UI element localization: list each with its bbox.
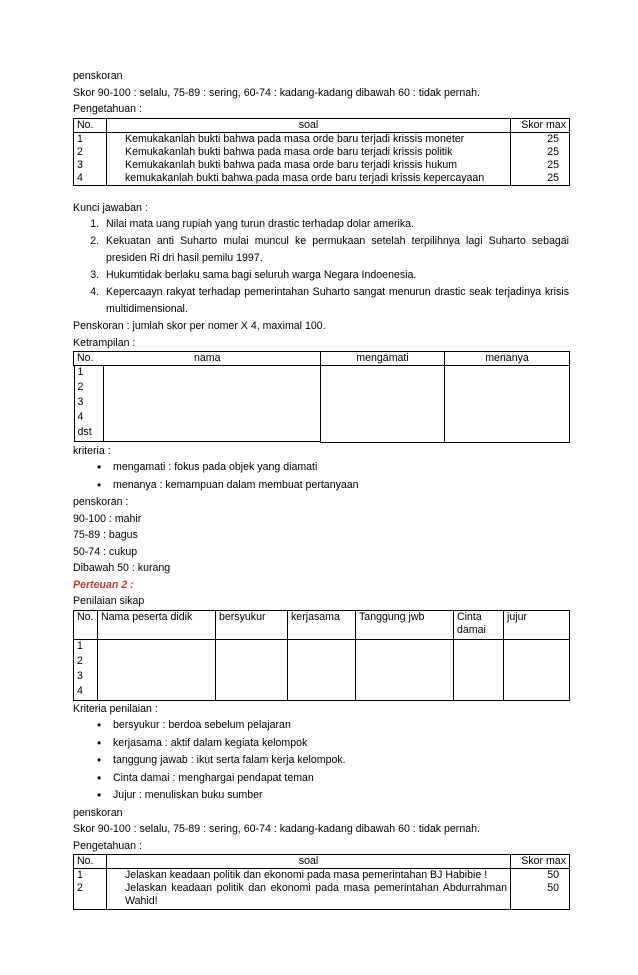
scale-line: Dibawah 50 : kurang xyxy=(73,562,171,574)
no-cell xyxy=(74,639,98,700)
score-value: 50 xyxy=(547,869,559,881)
bersyukur-cell xyxy=(216,639,288,700)
score-value: 25 xyxy=(547,171,559,184)
question-text: Jelaskan keadaan politik dan ekonomi pada masa pemerintahan BJ Habibie ! xyxy=(125,869,488,881)
menanya-cell xyxy=(445,366,570,443)
kriteria-penilaian-list xyxy=(73,717,569,805)
header-jujur: jujur xyxy=(504,610,570,639)
list-item: • Cinta damai : menghargai pendapat teman xyxy=(113,770,569,788)
header-no: No. xyxy=(77,352,94,364)
ketrampilan-label: Ketrampilan : xyxy=(73,336,136,349)
question-text: Kemukakanlah bukti bahwa pada masa orde baru terjadi krissis moneter xyxy=(125,132,465,145)
kerjasama-cell xyxy=(288,639,356,700)
header-tanggung-jwb: Tanggung jwb xyxy=(356,610,454,639)
header-soal: soal xyxy=(107,855,511,869)
list-item: 3. Hukumtidak berlaku sama bagi seluruh warga Negara Indoenesia. xyxy=(102,267,569,284)
list-item: • menanya : kemampuan dalam membuat pertanyaan xyxy=(113,477,569,495)
soal-cell xyxy=(107,132,511,185)
header-cinta-damai: Cinta damai xyxy=(454,610,504,639)
penilaian-sikap-label: Penilaian sikap xyxy=(73,595,145,607)
table-header-row xyxy=(74,118,570,132)
nama-column xyxy=(104,366,321,442)
skor-scale-line: Skor 90-100 : selalu, 75-89 : sering, 60-74 : kadang-kadang dibawah 60 : tidak pernah. xyxy=(73,86,480,99)
row-number: 3 xyxy=(77,158,83,171)
no-nama-cell xyxy=(74,366,321,442)
penskoran-label: penskoran xyxy=(73,806,123,819)
no-cell xyxy=(74,132,107,185)
skor-cell xyxy=(511,869,570,910)
row-number: dst xyxy=(77,426,92,438)
pertemuan-2-title: Perteuan 2 : xyxy=(73,578,134,591)
row-number: 4 xyxy=(77,171,83,184)
header-no: No. xyxy=(74,118,107,132)
table-header-row xyxy=(74,610,570,639)
skor-cell xyxy=(511,132,570,185)
penskoran-formula: Penskoran : jumlah skor per nomer X 4, maximal 100. xyxy=(73,320,326,332)
row-number: 1 xyxy=(77,132,83,145)
row-number: 2 xyxy=(77,381,84,393)
header-no: No. xyxy=(74,855,107,869)
row-number: 2 xyxy=(77,654,83,667)
header-nama: nama xyxy=(194,352,221,364)
score-value: 25 xyxy=(547,132,559,145)
row-number: 4 xyxy=(77,411,84,423)
cinta-damai-cell xyxy=(454,639,504,700)
table-row xyxy=(74,869,570,910)
pengetahuan-label: Pengetahuan : xyxy=(73,103,142,115)
score-value: 50 xyxy=(547,882,559,894)
row-number: 1 xyxy=(77,869,83,881)
header-skor-max: Skor max xyxy=(511,855,570,869)
score-value: 25 xyxy=(547,158,559,171)
pengetahuan-table xyxy=(73,118,570,186)
row-number: 4 xyxy=(77,684,83,697)
document-page xyxy=(73,68,569,910)
penskoran-label: penskoran : xyxy=(73,496,129,508)
row-number: 1 xyxy=(77,366,84,378)
table-row xyxy=(74,639,570,700)
list-item: 1. Nilai mata uang rupiah yang turun drastic terhadap dolar amerika. xyxy=(102,216,569,233)
question-text: Kemukakanlah bukti bahwa pada masa orde baru terjadi krissis politik xyxy=(125,145,453,158)
score-value: 25 xyxy=(547,145,559,158)
table-header-row xyxy=(74,352,570,366)
row-number: 2 xyxy=(77,145,83,158)
kriteria-penilaian-label: Kriteria penilaian : xyxy=(73,702,158,715)
kunci-jawaban-label: Kunci jawaban : xyxy=(73,201,148,214)
list-item: • mengamati : fokus pada objek yang diamati xyxy=(113,459,569,477)
row-number: 3 xyxy=(77,669,83,682)
table-row xyxy=(74,132,570,185)
no-cell xyxy=(74,869,107,910)
header-kerjasama: kerjasama xyxy=(288,610,356,639)
header-no: No. xyxy=(74,610,98,639)
row-number: 2 xyxy=(77,882,83,894)
pengetahuan-table-2 xyxy=(73,854,570,910)
sikap-table xyxy=(73,610,570,701)
header-soal: soal xyxy=(107,118,511,132)
table-row xyxy=(74,366,570,443)
list-item: 2. Kekuatan anti Suharto mulai muncul ke permukaan setelah terpilihnya lagi Suharto sebagai presiden Ri dri hasil pemilu 1997. xyxy=(102,233,569,267)
kriteria-list xyxy=(73,459,569,494)
question-text: Kemukakanlah bukti bahwa pada masa orde baru terjadi krissis hukum xyxy=(125,158,458,171)
list-item: • Jujur : menuliskan buku sumber xyxy=(113,787,569,805)
list-item: • tanggung jawab : ikut serta falam kerja kelompok. xyxy=(113,752,569,770)
header-no-nama xyxy=(74,352,321,366)
pengetahuan-label: Pengetahuan : xyxy=(73,839,142,852)
list-item: 4. Kepercaayn rakyat terhadap pemerintahan Suharto sangat menurun drastic seak terjadinya krisis multidimensional. xyxy=(102,284,569,318)
penskoran-label: penskoran xyxy=(73,70,123,82)
kriteria-label: kriteria : xyxy=(73,444,111,457)
soal-cell xyxy=(107,869,511,910)
header-skor-max: Skor max xyxy=(511,118,570,132)
row-number: 1 xyxy=(77,639,83,652)
question-text: kemukakanlah bukti bahwa pada masa orde baru terjadi krissis kepercayaan xyxy=(125,171,485,184)
question-text: Jelaskan keadaan politik dan ekonomi pada masa pemerintahan Abdurrahman Wahid! xyxy=(125,882,507,907)
list-item: • bersyukur : berdoa sebelum pelajaran xyxy=(113,717,569,735)
list-item: • kerjasama : aktif dalam kegiata kelompok xyxy=(113,735,569,753)
header-bersyukur: bersyukur xyxy=(216,610,288,639)
mengamati-cell xyxy=(321,366,445,443)
no-column xyxy=(74,366,104,442)
row-number: 3 xyxy=(77,396,84,408)
nama-cell xyxy=(98,639,216,700)
header-menanya: menanya xyxy=(445,352,570,366)
skor-scale-line: Skor 90-100 : selalu, 75-89 : sering, 60-74 : kadang-kadang dibawah 60 : tidak pernah. xyxy=(73,823,480,835)
scale-line: 50-74 : cukup xyxy=(73,545,138,558)
tanggung-jwb-cell xyxy=(356,639,454,700)
jujur-cell xyxy=(504,639,570,700)
header-nama-peserta: Nama peserta didik xyxy=(98,610,216,639)
scale-line: 75-89 : bagus xyxy=(73,529,138,541)
table-header-row xyxy=(74,855,570,869)
header-mengamati: mengamati xyxy=(321,352,445,366)
kunci-jawaban-list xyxy=(73,216,569,318)
scale-line: 90-100 : mahir xyxy=(73,512,142,525)
ketrampilan-table xyxy=(73,351,570,443)
